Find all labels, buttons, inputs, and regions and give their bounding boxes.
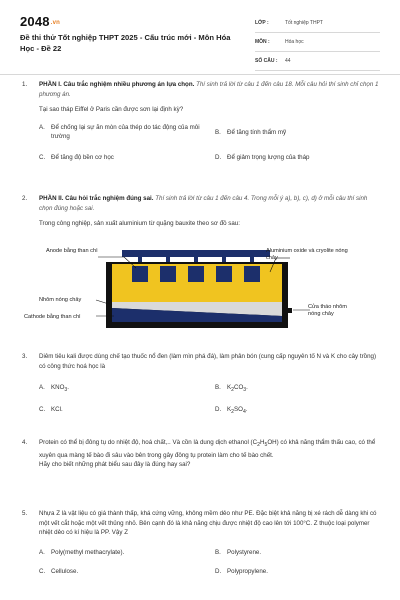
label-molten-aluminium: Nhôm nóng chảy	[39, 297, 82, 303]
options	[39, 375, 382, 415]
option-a[interactable]: A. $KNO_3$.	[39, 384, 70, 394]
part-heading: PHẦN II. Câu hỏi trắc nghiệm đúng sai. Thí sinh trả lời từ câu 1 đến câu 4. Trong mỗi ý a), b), c), d) ở mỗi câu thí sinh chọn đúng hoặc sai.	[39, 195, 368, 212]
options	[39, 119, 382, 169]
option-c[interactable]: C. Cellulose.	[39, 567, 79, 575]
question-number: 1.	[22, 81, 28, 88]
question-5	[22, 509, 382, 578]
meta-subject: MÔN : Hóa học	[255, 33, 380, 52]
option-b[interactable]: B. Để tăng tính thẩm mỹ	[215, 128, 287, 136]
question-2	[22, 194, 382, 229]
label-outlet: Cửa tháo nhôm nóng chảy	[308, 304, 347, 317]
option-c[interactable]: C. Để tăng độ bền cơ học	[39, 153, 114, 161]
option-d[interactable]: D. Polypropylene.	[215, 567, 268, 575]
question-number: 5.	[22, 510, 28, 517]
question-number: 3.	[22, 353, 28, 360]
options	[39, 542, 382, 578]
site-logo[interactable]: 2048.vn	[20, 14, 61, 29]
question-stem: Trong công nghiệp, sản xuất aluminium từ quặng bauxite theo sơ đồ sau:	[39, 220, 240, 227]
option-d[interactable]: D. $K_2SO_4$.	[215, 406, 248, 416]
option-d[interactable]: D. Để giảm trọng lượng của tháp	[215, 153, 310, 161]
question-stem: Tại sao tháp Eiffel ở Paris cần được sơn lại định kỳ?	[39, 106, 184, 113]
meta-question-count: SỐ CÂU : 44	[255, 52, 380, 71]
header-divider	[0, 74, 400, 75]
question-stem: Nhựa Z là vật liệu có giá thành thấp, khá cứng vững, không mềm dẻo như PE. Đặc biệt khả năng bị xé rách dễ dàng khi có một vết cắt hoặc một vết thủng nhỏ. Bên cạnh đó là khả năng chịu được nhiệt độ cao lên tới 100°C. Z thuộc loại polymer nhiệt dẻo có kí hiệu là PP. Vậy Z	[39, 510, 377, 536]
electrolysis-diagram	[24, 246, 360, 334]
exam-title: Đề thi thử Tốt nghiệp THPT 2025 - Cấu trúc mới - Môn Hóa Học - Đề 22	[20, 33, 231, 53]
part-heading: PHẦN I. Câu trắc nghiệm nhiều phương án lựa chọn. Thí sinh trả lời từ câu 1 đến câu 18. Mỗi câu hỏi thí sinh chỉ chọn 1 phương án.	[39, 81, 379, 98]
question-3	[22, 352, 382, 415]
question-1	[22, 80, 382, 169]
option-a[interactable]: A. Poly(methyl methacrylate).	[39, 548, 125, 556]
option-b[interactable]: B. Polystyrene.	[215, 548, 262, 556]
question-stem: Diêm tiêu kali được dùng chế tạo thuốc nổ đen (làm mìn phá đá), làm phân bón (cung cấp nguyên tố N và K cho cây trồng) có công thức hoá học là	[39, 353, 377, 370]
exam-header	[0, 0, 400, 72]
option-b[interactable]: B. $K_2CO_3$.	[215, 384, 248, 394]
anode-bus-bar	[122, 250, 270, 257]
question-number: 4.	[22, 439, 28, 446]
question-prompt: Hãy cho biết những phát biểu sau đây là đúng hay sai?	[39, 461, 191, 469]
option-a[interactable]: A. Để chống lại sự ăn mòn của thép do tác động của môi trường	[39, 123, 200, 140]
label-cathode: Cathode bằng than chì	[24, 314, 81, 320]
question-stem: Protein có thể bị đông tụ do nhiệt độ, hoá chất,.. Và cồn là dung dịch ethanol $(C_2H_5OH)$ có khả năng thẩm thấu cao, có thể xuyên qua màng tế bào đi sâu vào bên trong gây đông tụ protein làm cho tế bào chết.	[39, 439, 376, 459]
question-number: 2.	[22, 195, 28, 202]
exam-meta	[255, 14, 380, 71]
question-4	[22, 438, 382, 470]
label-anode: Anode bằng than chì	[46, 248, 98, 254]
option-c[interactable]: C. KCl.	[39, 406, 63, 413]
outlet-tap	[282, 308, 292, 313]
label-oxide-cryolite: Aluminium oxide và cryolite nóng chảy	[266, 248, 348, 261]
meta-class: LỚP : Tốt nghiệp THPT	[255, 14, 380, 33]
